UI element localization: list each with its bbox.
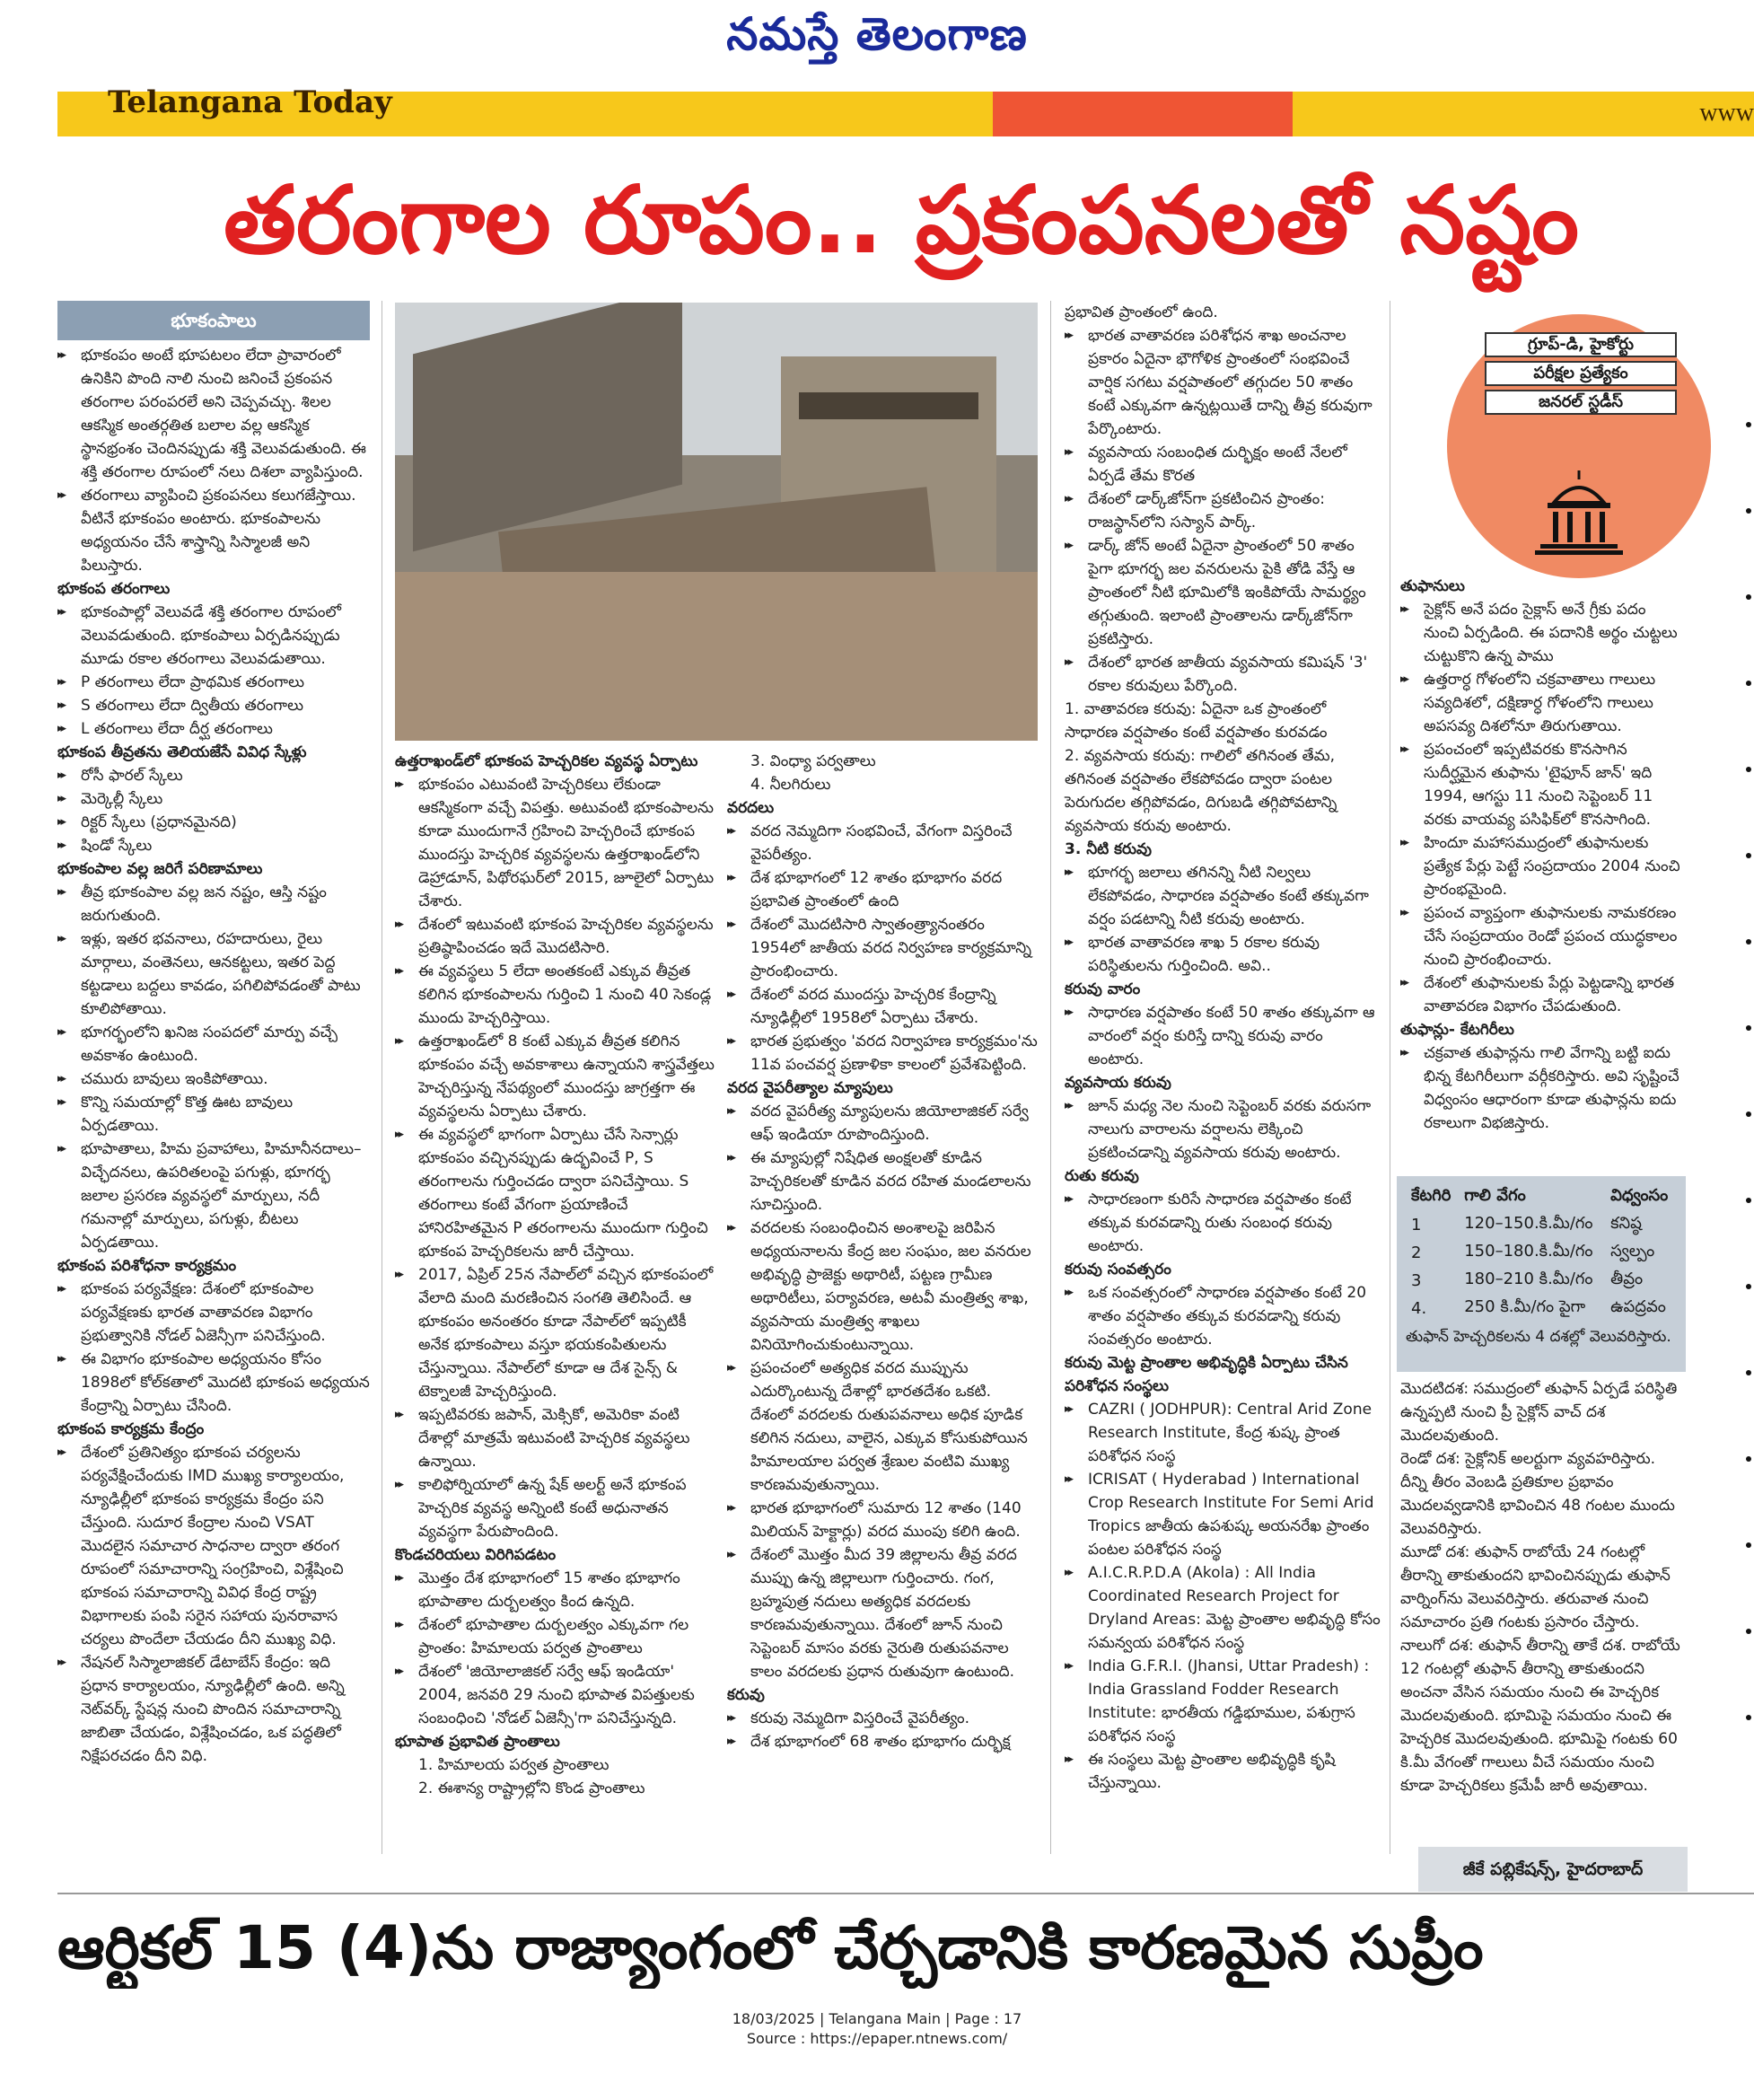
table-cell: ఉపద్రవం	[1610, 1297, 1666, 1316]
subheading: 3. నీటి కరువు	[1065, 840, 1152, 858]
paragraph: ▸▸ తీవ్ర భూకంపాల వల్ల జన నష్టం, ఆస్తి నష్టం జరుగుతుంది.	[57, 881, 370, 927]
paragraph: ▸▸ భూకంపాల్లో వెలువడే శక్తి తరంగాల రూపంలో వెలువడుతుంది. భూకంపాలు ఏర్పడినప్పుడు మూడు రకాల తరంగాలు వెలువడుతాయి.	[57, 601, 370, 671]
paragraph: ▸▸ భూకంప పర్యవేక్షణ: దేశంలో భూకంపాల పర్యవేక్షణకు భారత వాతావరణ విభాగం ప్రభుత్వానికి నోడల్ ఏజెన్సీగా పనిచేస్తుంది.	[57, 1278, 370, 1348]
paragraph: ▸▸ వరద వైపరీత్య మ్యాపులను జియోలాజికల్ సర్వే ఆఫ్ ఇండియా రూపొందిస్తుంది.	[727, 1100, 1038, 1147]
table-cell: 2	[1411, 1243, 1422, 1262]
column-4b-items	[1400, 1377, 1686, 1797]
subheading: వ్యవసాయ కరువు	[1065, 1074, 1171, 1092]
footer-date-line: 18/03/2025 | Telangana Main | Page : 17	[732, 2010, 1022, 2027]
paragraph: ▸▸ P తరంగాలు లేదా ప్రాథమిక తరంగాలు	[57, 671, 370, 694]
paragraph: ▸▸ 2017, ఏప్రిల్ 25న నేపాల్‌లో వచ్చిన భూకంపంలో వేలాది మంది మరణించిన సంగతి తెలిసిందే. ఆ భూకంపం అనంతరం కూడా నేపాల్‌లో ఇప్పటికీ అనేక భూకంపాలు వస్తూ భయకంపితులను చేస్తున్నాయి. నేపాల్‌లో కూడా ఆ దేశ సైన్స్ & టెక్నాలజీ హెచ్చరిస్తుంది.	[395, 1263, 718, 1403]
table-cell: 3	[1411, 1271, 1422, 1290]
paragraph: ▸▸ దేశంలో డార్క్‌జోన్‌గా ప్రకటించిన ప్రాంతం: రాజస్థాన్‌లోని సస్యాన్ పార్క్.	[1065, 488, 1381, 534]
banner-www: www	[1699, 99, 1754, 127]
subheading: కరువు మెట్ట ప్రాంతాల అభివృద్ధికి ఏర్పాటు చేసిన పరిశోధన సంస్థలు	[1065, 1354, 1348, 1395]
subheading: తుఫాన్లు- కేటగిరీలు	[1400, 1021, 1514, 1039]
table-row	[1406, 1267, 1677, 1295]
paragraph: ▸▸ ఈ మ్యాపుల్లో నిషేధిత అంక్షలతో కూడిన హెచ్చరికలతో కూడిన వరద రహిత మండలాలను సూచిస్తుంది.	[727, 1147, 1038, 1217]
earthquake-photo	[395, 303, 1038, 741]
paragraph: ▸▸ సైక్లోన్ అనే పదం సైక్లాస్ అనే గ్రీకు పదం నుంచి ఏర్పడింది. ఈ పదానికి అర్థం చుట్టలు చుట్టుకొని ఉన్న పాము	[1400, 598, 1686, 668]
next-article-headline: ఆర్టికల్ 15 (4)ను రాజ్యాంగంలో చేర్చడానికి కారణమైన సుప్రీం	[57, 1913, 1484, 1982]
column-divider	[1050, 301, 1051, 1854]
paragraph: ▸▸ కాలిఫోర్నియాలో ఉన్న షేక్ అలర్ట్ అనే భూకంప హెచ్చరిక వ్యవస్థ అన్నింటి కంటే అధునాతన వ్యవస్థగా పేరుపొందింది.	[395, 1473, 718, 1543]
paragraph: ▸▸ దేశ భూభాగంలో 68 శాతం భూభాగం దుర్భిక్ష	[727, 1730, 1038, 1753]
paragraph: 1. వాతావరణ కరువు: ఏదైనా ఒక ప్రాంతంలో సాధారణ వర్షపాతం కంటే వర్షపాతం కురవడం	[1065, 700, 1328, 742]
badge-tag-2: పరీక్షల ప్రత్యేకం	[1485, 361, 1677, 386]
table-cell: తీవ్రం	[1610, 1270, 1644, 1288]
paragraph: ▸▸ దేశంలో భారత జాతీయ వ్యవసాయ కమిషన్ '3' రకాల కరువులు పేర్కొంది.	[1065, 651, 1381, 698]
paragraph: ▸▸ కరువు నెమ్మదిగా విస్తరించే వైపరీత్యం.	[727, 1707, 1038, 1730]
table-cell: కనిష్ఠ	[1610, 1214, 1642, 1233]
badge-tag-1: గ్రూప్-డి, హైకోర్టు	[1485, 332, 1677, 357]
subheading: రుతు కరువు	[1065, 1167, 1139, 1185]
paragraph: ▸▸ భూగర్భంలోని ఖనిజ సంపదలో మార్పు వచ్చే అవకాశం ఉంటుంది.	[57, 1021, 370, 1068]
publisher-credit: జీకే పబ్లికేషన్స్, హైదరాబాద్	[1418, 1847, 1688, 1892]
paragraph: 4. నీలగిరులు	[750, 776, 831, 794]
column-4b	[1400, 1377, 1686, 1797]
subheading: ఉత్తరాఖండ్‌లో భూకంప హెచ్చరికల వ్యవస్థ ఏర్పాటు	[395, 752, 698, 770]
paragraph: 2. వ్యవసాయ కరువు: గాలిలో తగినంత తేమ, తగినంత వర్షపాతం లేకపోవడం ద్వారా పంటల పెరుగుదల తగ్గిపోవడం, దిగుబడి తగ్గిపోవటాన్ని వ్యవసాయ కరువు అంటారు.	[1065, 747, 1337, 835]
paragraph: ▸▸ ఉత్తరాఖండ్‌లో 8 కంటే ఎక్కువ తీవ్రత కలిగిన భూకంపం వచ్చే అవకాశాలు ఉన్నాయని శాస్త్రవేత్తలు హెచ్చరిస్తున్న నేపథ్యంలో ముందస్తు జాగ్రత్తగా ఈ వ్యవస్థలను ఏర్పాటు చేశారు.	[395, 1030, 718, 1123]
table-header-cell: కేటగిరి	[1411, 1186, 1451, 1205]
paragraph: ▸▸ దేశంలో మొదటిసారి స్వాతంత్ర్యానంతరం 1954లో జాతీయ వరద నిర్వహణ కార్యక్రమాన్ని ప్రారంభించారు.	[727, 913, 1038, 983]
paragraph: ▸▸ భారత వాతావరణ శాఖ 5 రకాల కరువు పరిస్థితులను గుర్తించింది. అవి..	[1065, 931, 1381, 978]
badge-tag-3: జనరల్ స్టడీస్	[1485, 390, 1677, 415]
paragraph: మొదటిదశ: సముద్రంలో తుఫాన్ ఏర్పడే పరిస్థితి ఉన్నప్పటి నుంచి ప్రీ సైక్లోన్ వాచ్ దశ మొదలవుతుంది.	[1400, 1380, 1678, 1445]
paragraph: ▸▸ ప్రపంచ వ్యాప్తంగా తుఫానులకు నామకరణం చేసే సంప్రదాయం రెండో ప్రపంచ యుద్ధకాలం నుంచి ప్రారంభించారు.	[1400, 901, 1686, 971]
paragraph: ▸▸ A.I.C.R.P.D.A (Akola) : All India Coordinated Research Project for Dryland Areas: మెట్ట ప్రాంతాల అభివృద్ధి కోసం సమన్వయ పరిశోధన సంస్థ	[1065, 1561, 1381, 1655]
paragraph: ▸▸ S తరంగాలు లేదా ద్వితీయ తరంగాలు	[57, 694, 370, 717]
banner-center-block	[993, 92, 1293, 136]
paragraph: ▸▸ చమురు బావులు ఇంకిపోతాయి.	[57, 1068, 370, 1091]
column-divider	[381, 301, 382, 1854]
paragraph: ▸▸ ఈ వ్యవస్థలు 5 లేదా అంతకంటే ఎక్కువ తీవ్రత కలిగిన భూకంపాలను గుర్తించి 1 నుంచి 40 సెకండ్ల ముందు హెచ్చరిస్తాయి.	[395, 960, 718, 1030]
table-cell: 120–150.కి.మీ/గం	[1464, 1214, 1593, 1233]
paragraph: 2. ఈశాన్య రాష్ట్రాల్లోని కొండ ప్రాంతాలు	[418, 1779, 645, 1797]
table-cell: 180–210 కి.మీ/గం	[1464, 1270, 1593, 1288]
column-2a	[395, 750, 718, 1800]
column-3	[1065, 301, 1381, 1795]
column-2a-items	[395, 750, 718, 1800]
paragraph: ▸▸ భూగర్భ జలాలు తగినన్ని నీటి నిల్వలు లేకపోవడం, సాధారణ వర్షపాతం కంటే తక్కువగా వర్షం పడటాన్ని నీటి కరువు అంటారు.	[1065, 861, 1381, 931]
paragraph: ▸▸ దేశంలో మొత్తం మీద 39 జిల్లాలను తీవ్ర వరద ముప్పు ఉన్న జిల్లాలుగా గుర్తించారు. గంగ, బ్రహ్మపుత్ర నదులు అత్యధిక వరదలకు కారణమవుతున్నాయి. దేశంలో జూన్ నుంచి సెప్టెంబర్ మాసం వరకు నైరుతి రుతుపవనాల కాలం వరదలకు ప్రధాన రుతువుగా ఉంటుంది.	[727, 1543, 1038, 1683]
table-cell: స్వల్పం	[1610, 1242, 1655, 1261]
paragraph: ▸▸ కొన్ని సమయాల్లో కొత్త ఊట బావులు ఏర్పడతాయి.	[57, 1091, 370, 1138]
paragraph: రెండో దశ: సైక్లోనిక్ అలర్టుగా వ్యవహరిస్తారు. దీన్ని తీరం వెంబడి ప్రతికూల ప్రభావం మొదలవ్వడానికి భావించిన 48 గంటల ముందు వెలువరిస్తారు.	[1400, 1450, 1675, 1538]
paragraph: ▸▸ ఇళ్లు, ఇతర భవనాలు, రహదారులు, రైలు మార్గాలు, వంతెనలు, ఆనకట్టలు, ఇతర పెద్ద కట్టడాలు బద్దలు కావడం, పగిలిపోవడంతో పాటు కూలిపోతాయి.	[57, 927, 370, 1021]
column-2b	[727, 750, 1038, 1753]
paragraph: ▸▸ హిందూ మహాసముద్రంలో తుఫానులకు ప్రత్యేక పేర్లు పెట్టే సంప్రదాయం 2004 నుంచి ప్రారంభమైంది.	[1400, 831, 1686, 901]
paragraph: ▸▸ ఇప్పటివరకు జపాన్, మెక్సికో, అమెరికా వంటి దేశాల్లో మాత్రమే ఇటువంటి హెచ్చరిక వ్యవస్థలు ఉన్నాయి.	[395, 1403, 718, 1473]
subheading: కరువు వారం	[1065, 980, 1141, 998]
paragraph: ▸▸ L తరంగాలు లేదా దీర్ఘ తరంగాలు	[57, 717, 370, 741]
paragraph: 1. హిమాలయ పర్వత ప్రాంతాలు	[418, 1756, 610, 1774]
paragraph: ▸▸ నేషనల్ సిస్మాలాజికల్ డేటాబేస్ కేంద్రం: ఇది ప్రధాన కార్యాలయం, న్యూఢిల్లీలో ఉంది. అన్ని నెట్‌వర్క్ స్టేషన్ల నుంచి పొందిన సమాచారాన్ని జాబితా చేయడం, విశ్లేషించడం, ఒక పద్ధతిలో నిక్షేపరచడం దీని విధి.	[57, 1651, 370, 1768]
column-2b-items	[727, 750, 1038, 1753]
table-row	[1406, 1211, 1677, 1239]
column-4	[1400, 575, 1686, 1135]
paragraph: ▸▸ దేశంలో 'జియోలాజికల్ సర్వే ఆఫ్ ఇండియా' 2004, జనవరి 29 నుంచి భూపాత విపత్తులకు సంబంధించి 'నోడల్ ఏజెన్సీ'గా పనిచేస్తున్నది.	[395, 1660, 718, 1730]
table-cell: 1	[1411, 1216, 1422, 1235]
paragraph: 3. వింధ్యా పర్వతాలు	[750, 752, 876, 770]
government-building-icon	[1531, 467, 1627, 557]
cyclone-warning-note: తుఫాన్ హెచ్చరికలను 4 దశల్లో వెలువరిస్తారు.	[1406, 1328, 1671, 1346]
column-3-items	[1065, 301, 1381, 1795]
subheading: భూకంపాల వల్ల జరిగే పరిణామాలు	[57, 860, 263, 878]
exam-special-badge	[1447, 314, 1711, 578]
table-row	[1406, 1239, 1677, 1267]
paragraph: ▸▸ ఉత్తరార్ధ గోళంలోని చక్రవాతాలు గాలులు సవ్యదిశలో, దక్షిణార్ధ గోళంలోని గాలులు అపసవ్య దిశలోనూ తిరుగుతాయి.	[1400, 668, 1686, 738]
paragraph: ▸▸ India G.F.R.I. (Jhansi, Uttar Pradesh) : India Grassland Fodder Research Institute: భారతీయ గడ్డిభూముల, పశుగ్రాస పరిశోధన సంస్థ	[1065, 1655, 1381, 1748]
paragraph: మూడో దశ: తుఫాన్ రాబోయే 24 గంటల్లో తీరాన్ని తాకుతుందని భావించినప్పుడు తుఫాన్ వార్నింగ్‌ను వెలువరిస్తారు. తరువాత నుంచి సమాచారం ప్రతి గంటకు ప్రసారం చేస్తారు.	[1400, 1543, 1671, 1631]
paragraph: ▸▸ భారత భూభాగంలో సుమారు 12 శాతం (140 మిలియన్ హెక్టార్లు) వరద ముంపు కలిగి ఉంది.	[727, 1497, 1038, 1543]
subheading: కరువు	[727, 1686, 765, 1704]
paragraph: ▸▸ దేశంలో ఇటువంటి భూకంప హెచ్చరికల వ్యవస్థలను ప్రతిష్ఠాపించడం ఇదే మొదటిసారి.	[395, 913, 718, 960]
paragraph: ▸▸ భూకంపం అంటే భూపటలం లేదా ప్రావారంలో ఉనికిని పొంది నాలి నుంచి జనించే ప్రకంపన తరంగాల పరంపరలే అని చెప్పవచ్చు. శిలల ఆకస్మిక అంతర్గతిత బలాల వల్ల ఆకస్మిక స్థానభ్రంశం చెందినప్పుడు శక్తి వెలువడుతుంది. ఈ శక్తి తరంగాల రూపంలో నలు దిశలా వ్యాపిస్తుంది.	[57, 344, 370, 484]
banner-strip	[57, 84, 1754, 136]
page-headline: తరంగాల రూపం.. ప్రకంపనలతో నష్టం	[223, 165, 1580, 275]
paragraph: ▸▸ భారత వాతావరణ పరిశోధన శాఖ అంచనాల ప్రకారం ఏదైనా భౌగోళిక ప్రాంతంలో సంభవించే వార్షిక సగటు వర్షపాతంలో తగ్గుదల 50 శాతం కంటే ఎక్కువగా ఉన్నట్లయితే దాన్ని తీవ్ర కరువుగా పేర్కొంటారు.	[1065, 324, 1381, 441]
paragraph: ▸▸ రోసీ ఫారల్ స్కేలు	[57, 764, 370, 787]
subheading: భూకంప తీవ్రతను తెలియజేసే వివిధ స్కేళ్లు	[57, 743, 307, 761]
table-cell: 4.	[1411, 1299, 1427, 1318]
section-header: భూకంపాలు	[57, 301, 370, 340]
banner-brand: Telangana Today	[108, 84, 392, 120]
paragraph: ▸▸ ఈ విభాగం భూకంపాల అధ్యయనం కోసం 1898లో కోల్‌కతాలో మొదటి భూకంప అధ్యయన కేంద్రాన్ని ఏర్పాటు చేసింది.	[57, 1348, 370, 1418]
newspaper-logo: నమస్తే తెలంగాణ	[726, 7, 1028, 60]
paragraph: ▸▸ దేశ భూభాగంలో 12 శాతం భూభాగం వరద ప్రభావిత ప్రాంతంలో ఉంది	[727, 866, 1038, 913]
cyclone-category-box	[1397, 1176, 1686, 1372]
paragraph: ▸▸ ఈ సంస్థలు మెట్ట ప్రాంతాల అభివృద్ధికి కృషి చేస్తున్నాయి.	[1065, 1748, 1381, 1795]
paragraph: ▸▸ దేశంలో వరద ముందస్తు హెచ్చరిక కేంద్రాన్ని న్యూఢిల్లీలో 1958లో ఏర్పాటు చేశారు.	[727, 983, 1038, 1030]
table-header-cell: గాలి వేగం	[1464, 1186, 1526, 1205]
masthead	[0, 0, 1754, 81]
paragraph: ప్రభావిత ప్రాంతంలో ఉంది.	[1065, 303, 1218, 321]
paragraph: ▸▸ వ్యవసాయ సంబంధిత దుర్భిక్షం అంటే నేలలో ఏర్పడే తేమ కొరత	[1065, 441, 1381, 488]
table-header-row	[1406, 1183, 1677, 1211]
paragraph: ▸▸ చక్రవాత తుఫాన్లను గాలి వేగాన్ని బట్టి ఐదు భిన్న కేటగిరీలుగా వర్గీకరిస్తారు. అవి సృష్టించే విధ్వంసం ఆధారంగా కూడా తుఫాన్లను ఐదు రకాలుగా విభజిస్తారు.	[1400, 1041, 1686, 1135]
paragraph: ▸▸ ICRISAT ( Hyderabad ) International Crop Research Institute For Semi Arid Tropics జాతీయ ఉపశుష్క అయనరేఖ ప్రాంతం పంటల పరిశోధన సంస్థ	[1065, 1468, 1381, 1561]
column-1	[57, 301, 370, 1768]
paragraph: ▸▸ భారత ప్రభుత్వం 'వరద నిర్వాహణ కార్యక్రమం'ను 11వ పంచవర్ష ప్రణాళికా కాలంలో ప్రవేశపెట్టింది.	[727, 1030, 1038, 1076]
paragraph: ▸▸ తరంగాలు వ్యాపించి ప్రకంపనలు కలుగజేస్తాయి. వీటినే భూకంపం అంటారు. భూకంపాలను అధ్యయనం చేసే శాస్త్రాన్ని సిస్మాలజీ అని పిలుస్తారు.	[57, 484, 370, 577]
paragraph: ▸▸ ఈ వ్యవస్థలో భాగంగా ఏర్పాటు చేసే సెన్సార్లు భూకంపం వచ్చినప్పుడు ఉద్భవించే P, S తరంగాలను గుర్తించడం ద్వారా పనిచేస్తాయి. S తరంగాలు కంటే వేగంగా ప్రయాణించే హానిరహితమైన P తరంగాలను ముందుగా గుర్తించి భూకంప హెచ్చరికలను జారీ చేస్తాయి.	[395, 1123, 718, 1263]
subheading: కొండచరియలు విరిగిపడటం	[395, 1546, 557, 1564]
paragraph: ▸▸ భూకంపం ఎటువంటి హెచ్చరికలు లేకుండా ఆకస్మికంగా వచ్చే విపత్తు. అటువంటి భూకంపాలను కూడా ముందుగానే గ్రహించి హెచ్చరించే భూకంప ముందస్తు హెచ్చరిక వ్యవస్థలను ఉత్తరాఖండ్‌లోని డెహ్రాడూన్, పిథోరఘర్‌లో 2015, జూలైలో ఏర్పాటు చేశారు.	[395, 773, 718, 913]
paragraph: ▸▸ వరదలకు సంబంధించిన అంశాలపై జరిపిన అధ్యయనాలను కేంద్ర జల సంఘం, జల వనరుల అభివృద్ధి ప్రాజెక్టు అథారిటీ, పట్టణ గ్రామీణ అథారిటీలు, పర్యావరణ, అటవీ మంత్రిత్వ శాఖ, వ్యవసాయ మంత్రిత్వ శాఖలు వినియోగించుకుంటున్నాయి.	[727, 1217, 1038, 1357]
bottom-rule	[57, 1893, 1754, 1894]
photo-rubble	[395, 572, 1038, 741]
column-1-items	[57, 344, 370, 1768]
paragraph: ▸▸ మెర్కెల్లీ స్కేలు	[57, 787, 370, 811]
subheading: వరద వైపరీత్యాల మ్యాపులు	[727, 1079, 893, 1097]
page-footer	[0, 2009, 1754, 2049]
subheading: భూకంప తరంగాలు	[57, 580, 171, 598]
paragraph: ▸▸ జూన్ మధ్య నెల నుంచి సెప్టెంబర్ వరకు వరుసగా నాలుగు వారాలను వర్షాలను లెక్కించి ప్రకటించడాన్ని వ్యవసాయ కరువు అంటారు.	[1065, 1094, 1381, 1164]
table-cell: 150–180.కి.మీ/గం	[1464, 1242, 1593, 1261]
paragraph: ▸▸ వరద నెమ్మదిగా సంభవించే, వేగంగా విస్తరించే వైపరీత్యం.	[727, 820, 1038, 866]
subheading: భూపాత ప్రభావిత ప్రాంతాలు	[395, 1733, 560, 1751]
table-row	[1406, 1295, 1677, 1322]
paragraph: ▸▸ సాధారణ వర్షపాతం కంటే 50 శాతం తక్కువగా ఆ వారంలో వర్షం కురిస్తే దాన్ని కరువు వారం అంటారు.	[1065, 1001, 1381, 1071]
footer-source-line: Source : https://epaper.ntnews.com/	[746, 2030, 1008, 2047]
subheading: భూకంప పరిశోధనా కార్యక్రమం	[57, 1257, 237, 1275]
table-header-cell: విధ్వంసం	[1610, 1186, 1669, 1205]
table-cell: 250 కి.మీ/గం పైగా	[1464, 1297, 1586, 1316]
paragraph: ▸▸ దేశంలో ప్రతినిత్యం భూకంప చర్యలను పర్యవేక్షించేందుకు IMD ముఖ్య కార్యాలయం, న్యూఢిల్లీలో భూకంప కార్యక్రమ కేంద్రం పని చేస్తుంది. సుదూర కేంద్రాల నుంచి VSAT మొదలైన సమాచార సాధనాల ద్వారా తరంగ రూపంలో సమాచారాన్ని సంగ్రహించి, విశ్లేషించి భూకంప సమాచారాన్ని వివిధ కేంద్ర రాష్ట్ర విభాగాలకు పంపి సరైన సహాయ పునరావాస చర్యలు పొందేలా చేయడం దీని ముఖ్య విధి.	[57, 1441, 370, 1651]
paragraph: ▸▸ రిక్టర్ స్కేలు (ప్రధానమైనది)	[57, 811, 370, 834]
paragraph: ▸▸ సాధారణంగా కురిసే సాధారణ వర్షపాతం కంటే తక్కువ కురవడాన్ని రుతు సంబంధ కరువు అంటారు.	[1065, 1188, 1381, 1258]
subheading: కరువు సంవత్సరం	[1065, 1261, 1171, 1278]
cyclone-category-table	[1406, 1183, 1677, 1322]
paragraph: ▸▸ భూపాతాలు, హిమ ప్రవాహాలు, హిమానీనదాలు– విచ్ఛేదనలు, ఉపరితలంపై పగుళ్లు, భూగర్భ జలాల ప్రసరణ వ్యవస్థలో మార్పులు, నదీ గమనాల్లో మార్పులు, పగుళ్లు, బీటలు ఏర్పడతాయి.	[57, 1138, 370, 1254]
paragraph: ▸▸ ప్రపంచంలో ఇప్పటివరకు కొనసాగిన సుదీర్ఘమైన తుఫాను 'టైఫూన్ జాన్' ఇది 1994, ఆగస్టు 11 నుంచి సెప్టెంబర్ 11 వరకు వాయవ్య పసిఫిక్‌లో కొనసాగింది.	[1400, 738, 1686, 831]
right-margin-bullets	[1746, 422, 1754, 1801]
paragraph: ▸▸ దేశంలో భూపాతాల దుర్బలత్వం ఎక్కువగా గల ప్రాంతం: హిమాలయ పర్వత ప్రాంతాలు	[395, 1613, 718, 1660]
paragraph: ▸▸ ఒక సంవత్సరంలో సాధారణ వర్షపాతం కంటే 20 శాతం వర్షపాతం తక్కువ కురవడాన్ని కరువు సంవత్సరం అంటారు.	[1065, 1281, 1381, 1351]
paragraph: ▸▸ మొత్తం దేశ భూభాగంలో 15 శాతం భూభాగం భూపాతాల దుర్బలత్వం కింద ఉన్నది.	[395, 1567, 718, 1613]
subheading: భూకంప కార్యక్రమ కేంద్రం	[57, 1420, 205, 1438]
column-4-items	[1400, 575, 1686, 1135]
paragraph: ▸▸ డార్క్ జోన్ అంటే ఏదైనా ప్రాంతంలో 50 శాతం పైగా భూగర్భ జల వనరులను పైకి తోడి వేస్తే ఆ ప్రాంతంలో నీటి భూమిలోకి ఇంకిపోయే సామర్థ్యం తగ్గుతుంది. ఇలాంటి ప్రాంతాలను డార్క్‌జోన్‌గా ప్రకటిస్తారు.	[1065, 534, 1381, 651]
paragraph: ▸▸ దేశంలో తుఫానులకు పేర్లు పెట్టడాన్ని భారత వాతావరణ విభాగం చేపడుతుంది.	[1400, 971, 1686, 1018]
paragraph: నాలుగో దశ: తుఫాన్ తీరాన్ని తాకే దశ. రాబోయే 12 గంటల్లో తుఫాన్ తీరాన్ని తాకుతుందని అంచనా వేసిన సమయం నుంచి ఈ హెచ్చరిక మొదలవుతుంది. భూమిపై సమయం నుంచి ఈ హెచ్చరిక మొదలవుతుంది. భూమిపై గంటకు 60 కి.మీ వేగంతో గాలులు వీచే సమయం నుంచి కూడా హెచ్చరికలు క్రమేపీ జారీ అవుతాయి.	[1400, 1637, 1680, 1795]
paragraph: ▸▸ ప్రపంచంలో అత్యధిక వరద ముప్పును ఎదుర్కొంటున్న దేశాల్లో భారతదేశం ఒకటి. దేశంలో వరదలకు రుతుపవనాలు అధిక పూడిక కలిగిన నదులు, వాలైన, ఎక్కువ కోసుకుపోయిన హిమాలయాల పర్వత శ్రేణుల వంటివి ముఖ్య కారణమవుతున్నాయి.	[727, 1357, 1038, 1497]
subheading: వరదలు	[727, 799, 775, 817]
paragraph: ▸▸ షిండో స్కేలు	[57, 834, 370, 857]
paragraph: ▸▸ CAZRI ( JODHPUR): Central Arid Zone Research Institute, కేంద్ర శుష్క ప్రాంత పరిశోధన సంస్థ	[1065, 1398, 1381, 1468]
subheading: తుఫానులు	[1400, 577, 1465, 595]
